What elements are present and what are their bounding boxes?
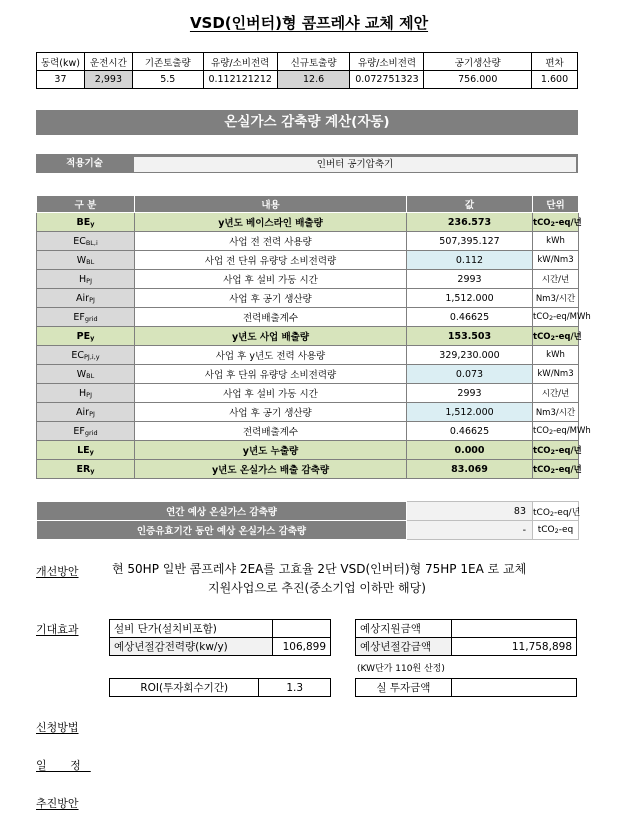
calc-unit: 시간/년	[541, 275, 570, 285]
calc-symbol-cell	[37, 441, 135, 460]
calc-symbol-cell	[37, 289, 135, 308]
spec-header-cell: 동력(kw)	[37, 53, 85, 71]
calc-unit: Nm3/시간	[535, 408, 576, 418]
calc-unit-cell	[533, 232, 579, 251]
kw-price-note: (KW단가 110원 산정)	[357, 664, 445, 674]
improvement-line-1: 현 50HP 일반 콤프레샤 2EA를 고효율 2단 VSD(인버터)형 75HP 1EA 로 교체	[112, 562, 527, 576]
calc-symbol-cell	[37, 460, 135, 479]
calc-symbol-cell	[37, 346, 135, 365]
calc-symbol-subscript: y	[90, 466, 95, 475]
calc-symbol-cell	[37, 422, 135, 441]
application-method-label: 신청방법	[36, 721, 79, 734]
calc-unit-tail: -eq/MWh	[553, 312, 591, 322]
calc-unit-cell	[533, 384, 579, 403]
calc-symbol-cell	[37, 403, 135, 422]
calc-symbol: W	[76, 368, 87, 380]
spec-value-row	[37, 71, 578, 89]
roi-label: ROI(투자회수기간)	[110, 679, 259, 697]
calc-symbol: EC	[73, 235, 86, 247]
unit-cost-label: 설비 단가(설치비포함)	[110, 620, 273, 638]
calc-unit-tail: -eq/년	[555, 446, 582, 456]
calc-symbol: W	[76, 254, 87, 266]
calc-unit: kW/Nm3	[537, 369, 574, 379]
calc-value-cell: 83.069	[407, 460, 533, 479]
calc-row	[37, 346, 579, 365]
improvement-line-2: 지원사업으로 추진(중소기업 이하만 해당)	[208, 581, 426, 595]
calc-row	[37, 422, 579, 441]
calc-symbol-cell	[37, 327, 135, 346]
calc-unit-cell	[533, 289, 579, 308]
saving-amount-value: 11,758,898	[451, 638, 576, 656]
calc-header-cell: 구 분	[37, 196, 135, 213]
calc-value-cell: 1,512.000	[407, 403, 533, 422]
calc-unit-cell	[533, 346, 579, 365]
calc-symbol-subscript: grid	[84, 428, 98, 437]
calc-symbol-cell	[37, 213, 135, 232]
spec-header-cell: 기존토출량	[132, 53, 203, 71]
calc-symbol: Air	[76, 292, 90, 304]
calc-unit-tail: -eq/년	[555, 218, 582, 228]
calc-row	[37, 384, 579, 403]
spec-value-cell: 756.000	[424, 71, 532, 89]
spec-value-cell: 5.5	[132, 71, 203, 89]
roi-value: 1.3	[259, 679, 331, 697]
calc-unit-subscript: 2	[550, 448, 556, 456]
period-reduction-value: -	[407, 521, 533, 540]
calc-value-cell: 2993	[407, 384, 533, 403]
calc-content-cell: 사업 후 공기 생산량	[135, 289, 407, 308]
calc-content-cell: y년도 사업 배출량	[135, 327, 407, 346]
calc-unit-cell	[533, 213, 582, 232]
calc-row	[37, 213, 579, 232]
tech-value: 인버터 공기압축기	[134, 157, 576, 172]
period-reduction-unit: tCO$_2$-eq	[533, 521, 579, 540]
calc-header-row	[37, 196, 579, 213]
calc-unit: kWh	[546, 236, 565, 246]
calc-symbol-cell	[37, 365, 135, 384]
calc-unit-subscript: 2	[548, 428, 554, 436]
calc-content-cell: 사업 후 공기 생산량	[135, 403, 407, 422]
plan-label: 추진방안	[36, 797, 79, 810]
calc-value-cell: 0.073	[407, 365, 533, 384]
calc-unit: Nm3/시간	[535, 294, 576, 304]
calc-row	[37, 403, 579, 422]
annual-reduction-unit: tCO$_2$-eq/년	[533, 502, 579, 521]
spec-header-cell: 운전시간	[84, 53, 132, 71]
calc-row	[37, 251, 579, 270]
page-title: VSD(인버터)형 콤프레샤 교체 제안	[189, 14, 429, 32]
calc-symbol-subscript: PJ,i,y	[84, 352, 100, 361]
calc-row	[37, 365, 579, 384]
calc-content-cell: 전력배출계수	[135, 422, 407, 441]
calc-symbol: PE	[76, 330, 91, 342]
investment-box	[355, 678, 577, 697]
calc-symbol-cell	[37, 384, 135, 403]
schedule-label: 일 정	[36, 759, 91, 772]
period-reduction-row	[37, 521, 579, 540]
calc-symbol: Air	[76, 406, 90, 418]
calc-value-cell: 0.46625	[407, 422, 533, 441]
calc-unit-cell	[533, 365, 579, 384]
calc-unit: tCO	[533, 465, 551, 475]
calc-unit: tCO	[533, 312, 549, 322]
calc-value-cell: 0.112	[407, 251, 533, 270]
calc-section-banner: 온실가스 감축량 계산(자동)	[36, 110, 578, 135]
spec-header-cell: 유량/소비전력	[350, 53, 424, 71]
calc-content-cell: 사업 전 단위 유량당 소비전력량	[135, 251, 407, 270]
calc-content-cell: 사업 전 전력 사용량	[135, 232, 407, 251]
improvement-label: 개선방안	[36, 565, 79, 578]
improvement-text	[112, 560, 578, 598]
calc-value-cell: 1,512.000	[407, 289, 533, 308]
calc-symbol: ER	[76, 463, 91, 475]
calc-content-cell: y년도 베이스라인 배출량	[135, 213, 407, 232]
calc-content-cell: y년도 누출량	[135, 441, 407, 460]
calc-symbol-subscript: PJ	[89, 295, 95, 304]
calc-symbol: LE	[77, 444, 90, 456]
calc-symbol-subscript: BL	[86, 371, 95, 380]
calc-symbol-subscript: BL,i	[85, 238, 98, 247]
annual-reduction-label: 연간 예상 온실가스 감축량	[37, 502, 407, 521]
support-value	[451, 620, 576, 638]
calc-unit-subscript: 2	[550, 334, 556, 342]
cost-saving-box	[109, 619, 331, 656]
spec-value-cell: 12.6	[277, 71, 350, 89]
calc-symbol: H	[79, 273, 87, 285]
investment-label: 실 투자금액	[356, 679, 452, 697]
spec-value-cell: 2,993	[84, 71, 132, 89]
calc-value-cell: 0.000	[407, 441, 533, 460]
calc-content-cell: 사업 후 설비 가동 시간	[135, 384, 407, 403]
calc-content-cell: 사업 후 설비 가동 시간	[135, 270, 407, 289]
roi-box	[109, 678, 331, 697]
calc-row	[37, 327, 579, 346]
calc-unit-tail: -eq/년	[555, 465, 582, 475]
calc-symbol: H	[79, 387, 87, 399]
calc-symbol-subscript: y	[89, 447, 94, 456]
calc-unit-cell	[533, 403, 579, 422]
calc-row	[37, 441, 579, 460]
investment-value	[451, 679, 576, 697]
calc-symbol-subscript: PJ	[86, 276, 92, 285]
calc-unit-tail: -eq/MWh	[553, 426, 591, 436]
calc-value-cell: 153.503	[407, 327, 533, 346]
saving-kwh-label: 예상년절감전력량(kw/y)	[110, 638, 273, 656]
calc-unit-cell	[533, 251, 579, 270]
unit-cost-value	[273, 620, 331, 638]
calc-symbol: EF	[73, 311, 85, 323]
saving-amount-label: 예상년절감금액	[356, 638, 452, 656]
spec-value-cell: 1.600	[532, 71, 578, 89]
spec-value-cell: 0.112121212	[203, 71, 277, 89]
calc-row	[37, 460, 579, 479]
calc-symbol-cell	[37, 232, 135, 251]
spec-value-cell: 0.072751323	[350, 71, 424, 89]
calc-value-cell: 329,230.000	[407, 346, 533, 365]
calc-unit: kW/Nm3	[537, 255, 574, 265]
calc-value-cell: 2993	[407, 270, 533, 289]
emission-calc-table	[36, 195, 591, 479]
calc-row	[37, 232, 579, 251]
calc-unit: 시간/년	[541, 389, 570, 399]
calc-content-cell: 사업 후 y년도 전력 사용량	[135, 346, 407, 365]
calc-content-cell: 사업 후 단위 유량당 소비전력량	[135, 365, 407, 384]
calc-symbol-cell	[37, 251, 135, 270]
compressor-spec-table	[36, 52, 578, 89]
calc-symbol-cell	[37, 270, 135, 289]
support-amount-box	[355, 619, 577, 656]
spec-header-row	[37, 53, 578, 71]
calc-unit: tCO	[533, 426, 549, 436]
reduction-summary-table	[36, 501, 579, 540]
calc-content-cell: 전력배출계수	[135, 308, 407, 327]
calc-unit-cell	[533, 270, 579, 289]
calc-header-cell: 내용	[135, 196, 407, 213]
calc-row	[37, 270, 579, 289]
calc-symbol-subscript: y	[90, 333, 95, 342]
calc-unit-subscript: 2	[550, 467, 556, 475]
calc-symbol: EC	[71, 349, 84, 361]
calc-header-cell: 단위	[533, 196, 579, 213]
calc-unit: tCO	[533, 332, 551, 342]
calc-unit-subscript: 2	[550, 220, 556, 228]
calc-unit-cell	[533, 308, 591, 327]
calc-value-cell: 507,395.127	[407, 232, 533, 251]
calc-row	[37, 289, 579, 308]
spec-header-cell: 공기생산량	[424, 53, 532, 71]
calc-symbol-subscript: PJ	[89, 409, 95, 418]
spec-header-cell: 신규토출량	[277, 53, 350, 71]
calc-content-cell: y년도 온실가스 배출 감축량	[135, 460, 407, 479]
calc-symbol-cell	[37, 308, 135, 327]
period-reduction-label: 인증유효기간 동안 예상 온실가스 감축량	[37, 521, 407, 540]
spec-header-cell: 유량/소비전력	[203, 53, 277, 71]
calc-value-cell: 0.46625	[407, 308, 533, 327]
calc-row	[37, 308, 579, 327]
calc-unit: kWh	[546, 350, 565, 360]
calc-unit: tCO	[533, 446, 551, 456]
spec-value-cell: 37	[37, 71, 85, 89]
calc-symbol-subscript: y	[90, 219, 95, 228]
saving-kwh-value: 106,899	[273, 638, 331, 656]
calc-unit-tail: -eq/년	[555, 332, 582, 342]
calc-unit-cell	[533, 460, 582, 479]
effect-label: 기대효과	[36, 623, 79, 636]
calc-unit-cell	[533, 441, 582, 460]
calc-symbol-subscript: BL	[86, 257, 95, 266]
calc-symbol: EF	[73, 425, 85, 437]
calc-header-cell: 값	[407, 196, 533, 213]
calc-unit-subscript: 2	[548, 314, 554, 322]
annual-reduction-value: 83	[407, 502, 533, 521]
annual-reduction-row	[37, 502, 579, 521]
support-label: 예상지원금액	[356, 620, 452, 638]
calc-symbol-subscript: grid	[84, 314, 98, 323]
tech-label: 적용기술	[66, 158, 103, 169]
calc-symbol: BE	[76, 216, 91, 228]
calc-unit-cell	[533, 422, 591, 441]
calc-value-cell: 236.573	[407, 213, 533, 232]
calc-unit: tCO	[533, 218, 551, 228]
spec-header-cell: 편차	[532, 53, 578, 71]
calc-unit-cell	[533, 327, 582, 346]
calc-symbol-subscript: PJ	[86, 390, 92, 399]
